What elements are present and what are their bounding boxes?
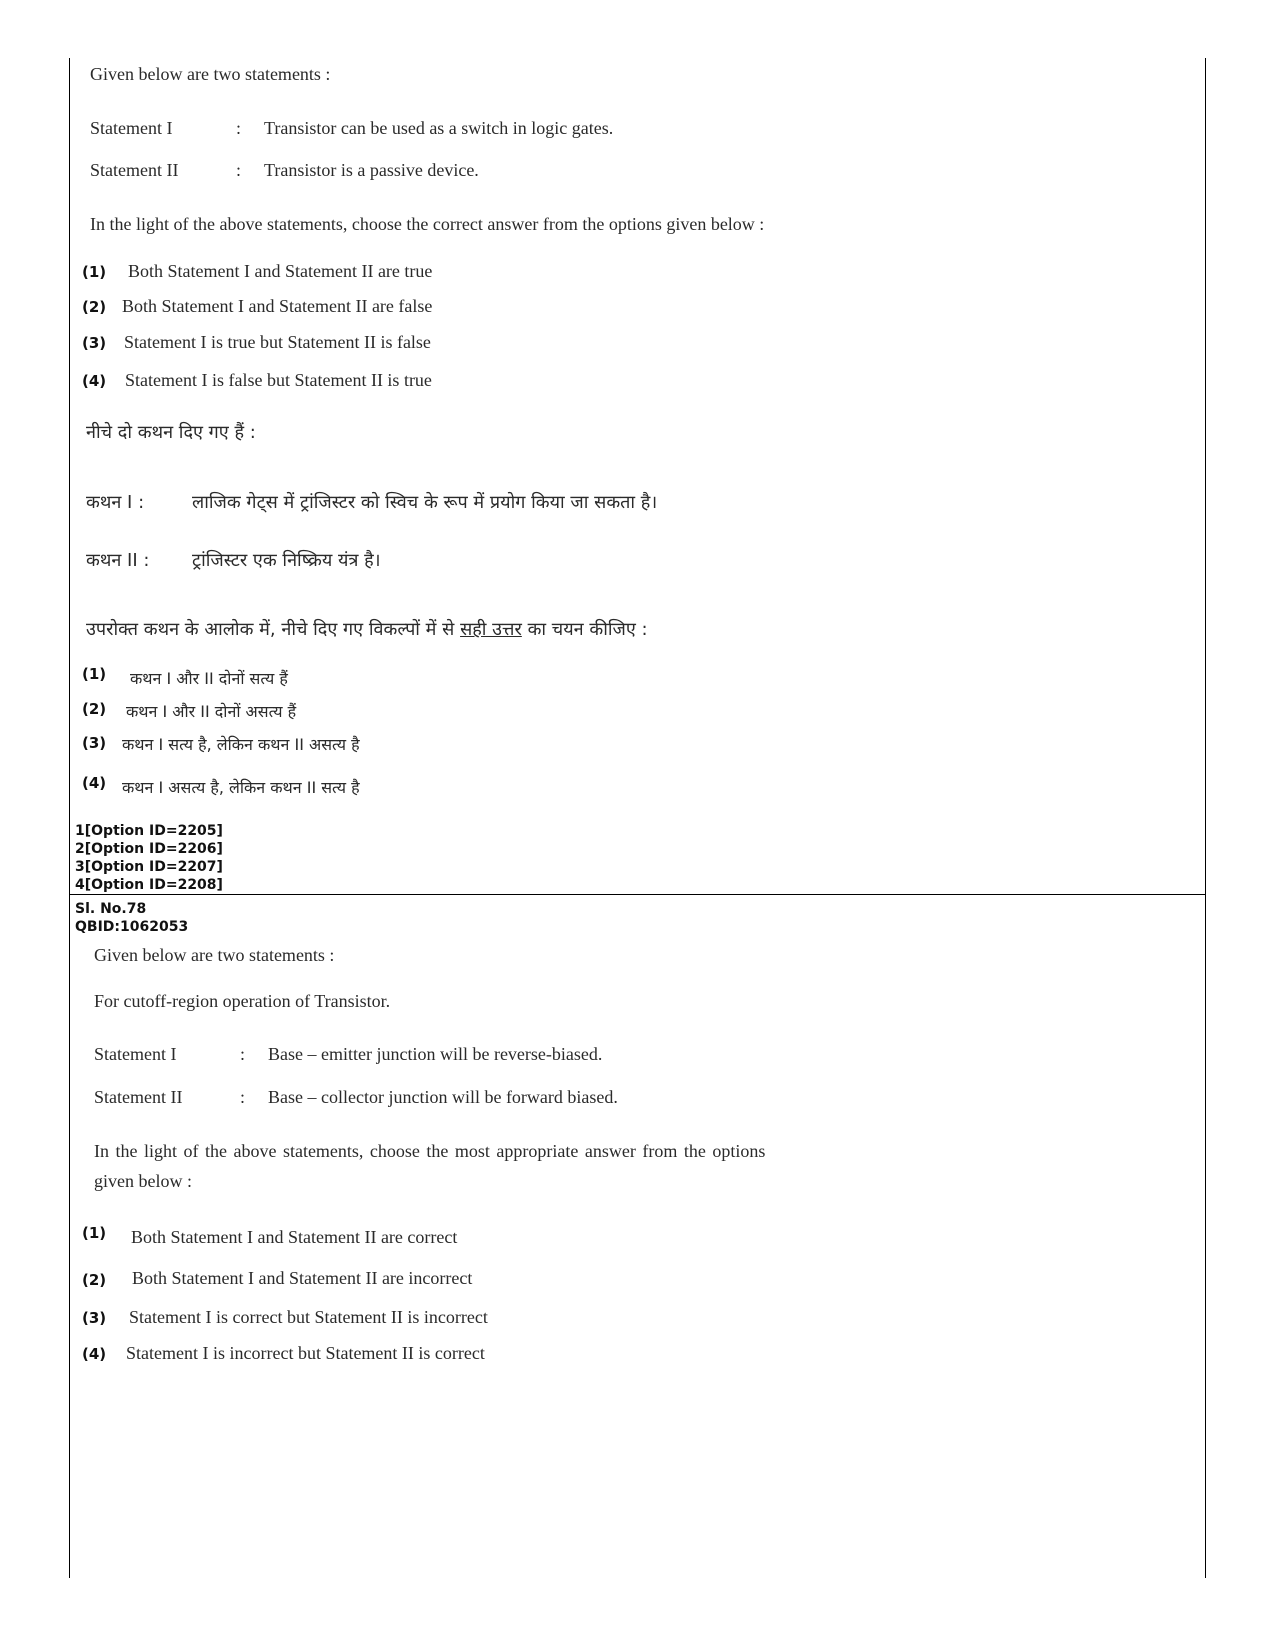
q77-option-text: Statement I is true but Statement II is false — [124, 332, 431, 352]
q78-intro: Given below are two statements : — [94, 945, 335, 965]
q78-option-text: Both Statement I and Statement II are correct — [131, 1227, 458, 1247]
q77-hindi-option-number: (1) — [82, 665, 107, 683]
q78-statement1-text: Base – emitter junction will be reverse-biased. — [268, 1044, 603, 1064]
q78-option-text: Both Statement I and Statement II are incorrect — [132, 1268, 473, 1288]
q78-statement2-text: Base – collector junction will be forward biased. — [268, 1087, 618, 1107]
q77-intro: Given below are two statements : — [90, 64, 331, 84]
q77-hindi-option-text: कथन I असत्य है, लेकिन कथन II सत्य है — [122, 778, 360, 797]
q77-hindi-option-text: कथन I सत्य है, लेकिन कथन II असत्य है — [122, 735, 360, 754]
q77-option-number: (2) — [82, 298, 107, 316]
q77-option-number: (1) — [82, 263, 107, 281]
q78-instruction-line2: given below : — [94, 1171, 192, 1191]
option-id: 4[Option ID=2208] — [75, 877, 223, 893]
question-divider — [69, 894, 1206, 895]
q77-option-number: (3) — [82, 334, 107, 352]
q77-hindi-instruction — [86, 617, 648, 641]
q78-context: For cutoff-region operation of Transistor. — [94, 991, 391, 1011]
q77-statement2-label: Statement II — [90, 160, 179, 180]
q78-statement1-sep: : — [240, 1044, 246, 1064]
option-id: 2[Option ID=2206] — [75, 841, 223, 857]
q77-hindi-option-number: (2) — [82, 700, 107, 718]
q78-option-number: (4) — [82, 1345, 107, 1363]
q77-option-text: Both Statement I and Statement II are false — [122, 296, 433, 316]
q78-statement2-sep: : — [240, 1087, 246, 1107]
left-border — [69, 58, 70, 1578]
q78-qbid: QBID:1062053 — [75, 919, 189, 935]
q78-option-number: (1) — [82, 1224, 107, 1242]
q78-statement2-label: Statement II — [94, 1087, 183, 1107]
right-border — [1205, 58, 1206, 1578]
q77-statement1-sep: : — [236, 118, 242, 138]
q77-hindi-option-number: (4) — [82, 774, 107, 792]
q77-statement2-text: Transistor is a passive device. — [264, 160, 479, 180]
q77-hindi-statement2-text: ट्रांजिस्टर एक निष्क्रिय यंत्र है। — [192, 550, 381, 571]
q77-hindi-instruction-underlined: सही उत्तर — [460, 619, 522, 640]
q77-option-text: Statement I is false but Statement II is true — [125, 370, 432, 390]
q77-hindi-option-text: कथन I और II दोनों सत्य हैं — [130, 669, 288, 688]
q77-statement2-sep: : — [236, 160, 242, 180]
q77-statement1-label: Statement I — [90, 118, 173, 138]
q77-instruction: In the light of the above statements, choose the correct answer from the options given below : — [90, 214, 765, 234]
q77-hindi-statement2-label: कथन II : — [86, 550, 150, 571]
q78-option-text: Statement I is correct but Statement II is incorrect — [129, 1307, 488, 1327]
q77-hindi-statement1-text: लाजिक गेट्स में ट्रांजिस्टर को स्विच के रूप में प्रयोग किया जा सकता है। — [192, 492, 658, 513]
q77-option-number: (4) — [82, 372, 107, 390]
q77-hindi-option-number: (3) — [82, 734, 107, 752]
q78-option-number: (2) — [82, 1271, 107, 1289]
q77-hindi-intro: नीचे दो कथन दिए गए हैं : — [86, 422, 256, 443]
q78-sl-no: Sl. No.78 — [75, 901, 147, 917]
q78-header — [75, 900, 188, 936]
q77-option-text: Both Statement I and Statement II are true — [128, 261, 433, 281]
q77-option-ids — [75, 822, 223, 894]
option-id: 3[Option ID=2207] — [75, 859, 223, 875]
q78-option-text: Statement I is incorrect but Statement II is correct — [126, 1343, 485, 1363]
option-id: 1[Option ID=2205] — [75, 823, 223, 839]
q77-hindi-statement1-label: कथन I : — [86, 492, 145, 513]
q77-hindi-instruction-post: का चयन कीजिए : — [527, 619, 648, 640]
q78-instruction-line1: In the light of the above statements, choose the most appropriate answer from the options — [94, 1141, 766, 1161]
q77-hindi-option-text: कथन I और II दोनों असत्य हैं — [126, 702, 297, 721]
q78-option-number: (3) — [82, 1309, 107, 1327]
q77-statement1-text: Transistor can be used as a switch in logic gates. — [264, 118, 614, 138]
q77-hindi-instruction-pre: उपरोक्त कथन के आलोक में, नीचे दिए गए विकल्पों में से — [86, 619, 455, 640]
q78-statement1-label: Statement I — [94, 1044, 177, 1064]
